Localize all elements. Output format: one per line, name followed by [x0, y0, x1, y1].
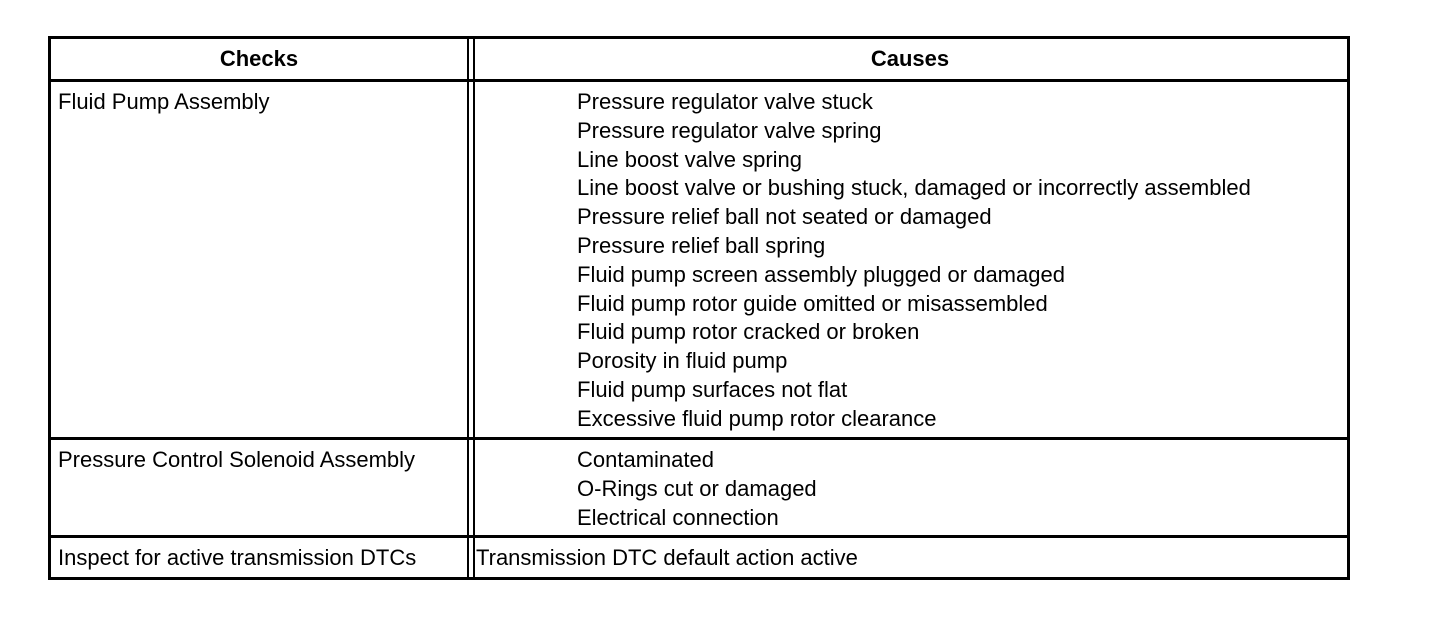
- cause-item: Fluid pump rotor cracked or broken: [577, 319, 920, 345]
- row-3-check: Inspect for active transmission DTCs: [58, 545, 417, 570]
- cause-item: Pressure relief ball spring: [577, 232, 826, 258]
- cause-item: Porosity in fluid pump: [577, 348, 788, 374]
- cause-item: Pressure regulator valve spring: [577, 117, 882, 143]
- row-2-check: Pressure Control Solenoid Assembly: [58, 447, 416, 472]
- cause-item: Electrical connection: [577, 504, 779, 530]
- cause-item: Pressure relief ball not seated or damaged: [577, 204, 992, 230]
- cause-item: Line boost valve or bushing stuck, damaged or incorrectly assembled: [577, 175, 1251, 201]
- row-rule-1: [51, 437, 1347, 440]
- row-3-causes: [476, 544, 858, 573]
- header-rule: [51, 79, 1347, 82]
- cause-item: Excessive fluid pump rotor clearance: [577, 405, 937, 431]
- cause-item: Pressure regulator valve stuck: [577, 89, 873, 114]
- cause-item: Fluid pump rotor guide omitted or misassembled: [577, 290, 1048, 316]
- header-causes: Causes: [870, 46, 950, 71]
- cause-item: Line boost valve spring: [577, 146, 803, 172]
- cause-item: Fluid pump surfaces not flat: [577, 376, 848, 402]
- checks-causes-table: [48, 36, 1350, 580]
- header-checks: Checks: [219, 46, 299, 71]
- cause-item: Contaminated: [577, 447, 714, 472]
- row-1-causes: [577, 88, 1251, 434]
- cause-item: O-Rings cut or damaged: [577, 475, 817, 501]
- cause-item: Fluid pump screen assembly plugged or damaged: [577, 261, 1065, 287]
- row-rule-2: [51, 535, 1347, 538]
- cause-item: Transmission DTC default action active: [476, 545, 858, 570]
- row-2-causes: [577, 446, 817, 532]
- row-1-check: Fluid Pump Assembly: [58, 89, 270, 114]
- column-divider: [467, 39, 475, 577]
